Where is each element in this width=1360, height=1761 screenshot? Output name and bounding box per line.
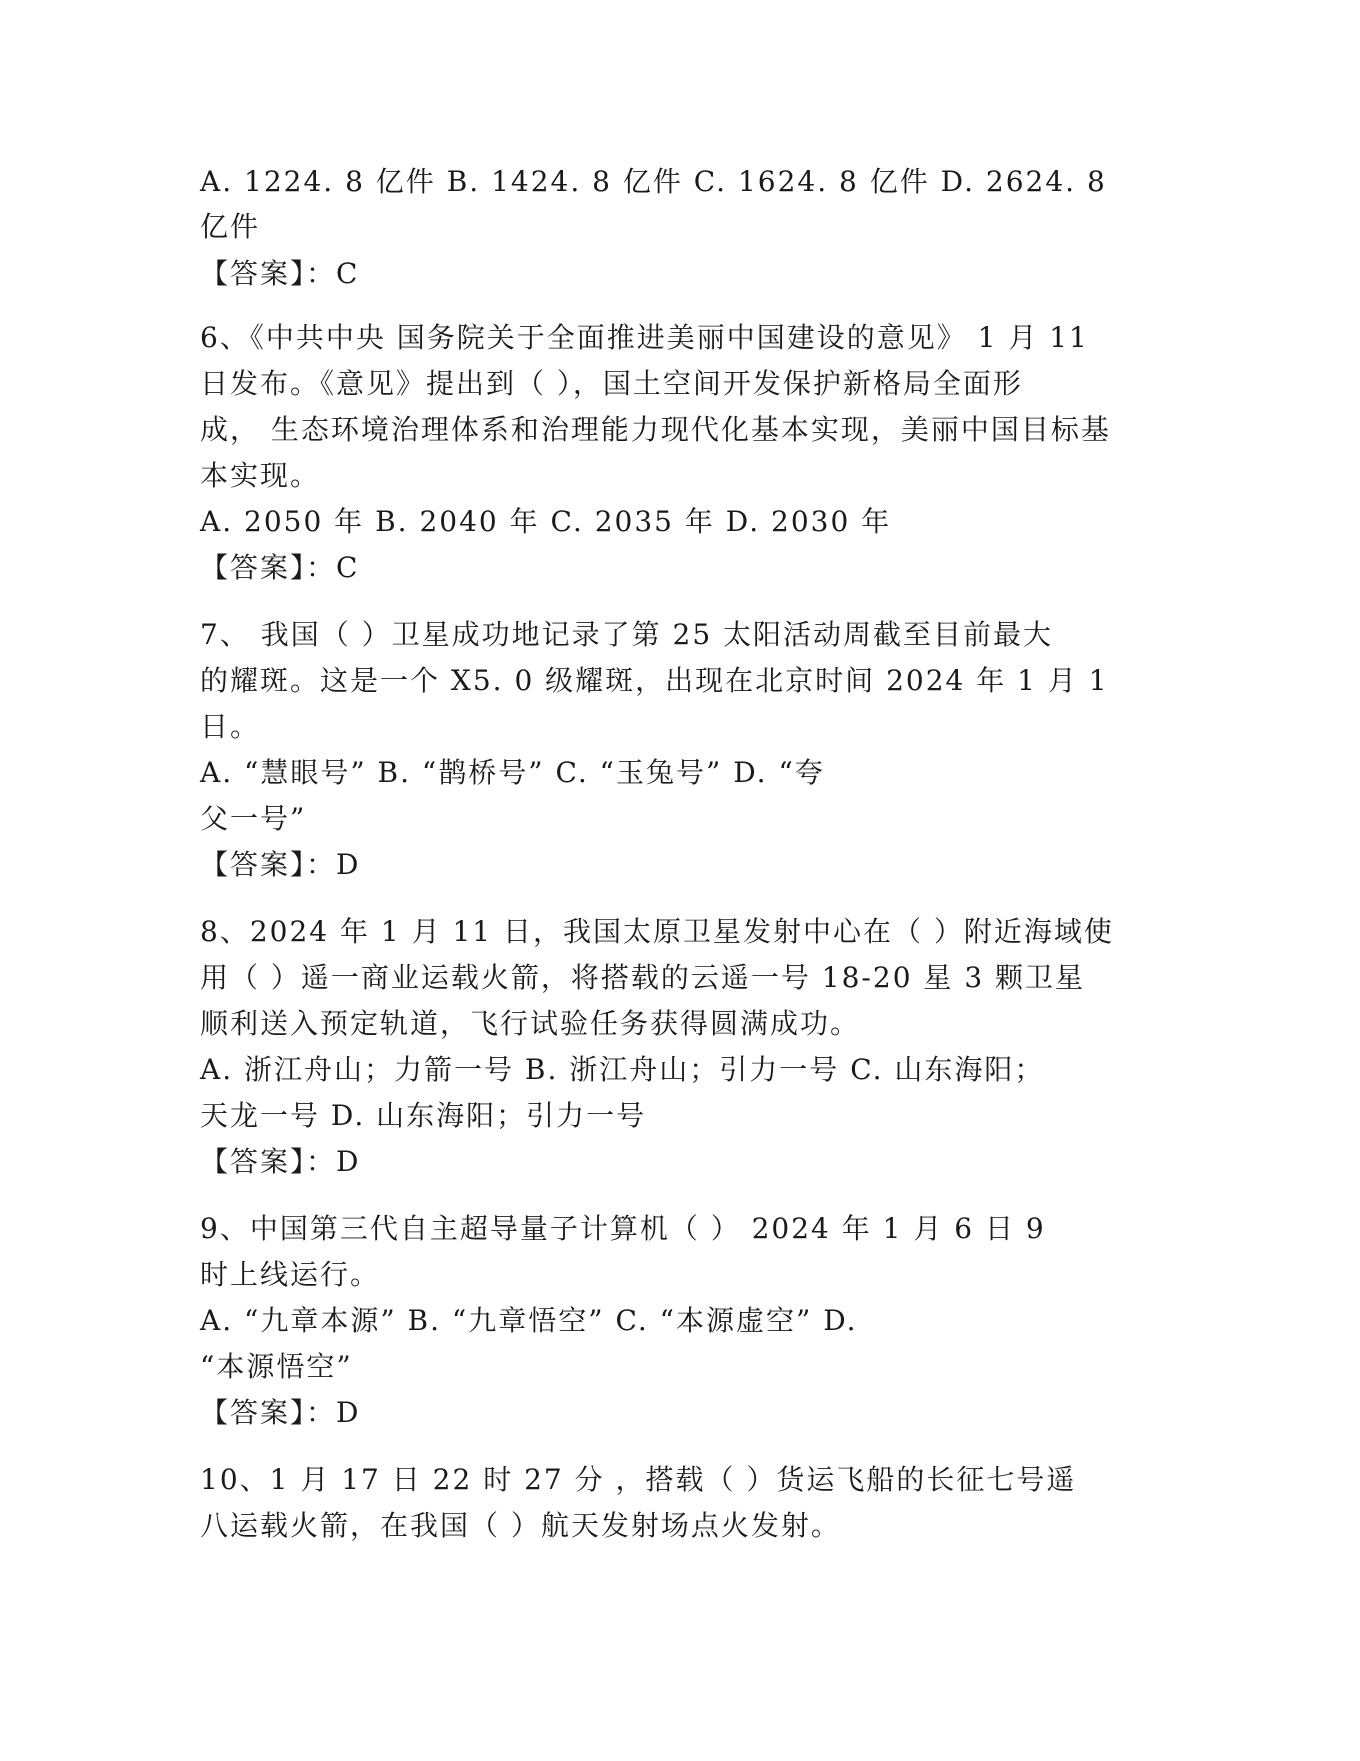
q10-text-line2: 八运载火箭，在我国（ ）航天发射场点火发射。	[200, 1509, 841, 1542]
q7-options-line1: A. “慧眼号” B. “鹊桥号” C. “玉兔号” D. “夸	[200, 756, 825, 789]
q7-answer: 【答案】：D	[200, 848, 361, 881]
q6-text-line1: 6、《中共中央 国务院关于全面推进美丽中国建设的意见》 1 月 11	[200, 321, 1089, 354]
q5-answer: 【答案】：C	[200, 257, 360, 290]
q8-text-line3: 顺利送入预定轨道，飞行试验任务获得圆满成功。	[200, 1007, 861, 1040]
q9-options-line2: “本源悟空”	[200, 1350, 353, 1383]
q10-text-line1: 10、1 月 17 日 22 时 27 分 ，搭载（ ）货运飞船的长征七号遥	[200, 1463, 1077, 1496]
q9-options-line1: A. “九章本源” B. “九章悟空” C. “本源虚空” D.	[200, 1304, 858, 1337]
q9-text-line1: 9、中国第三代自主超导量子计算机（ ） 2024 年 1 月 6 日 9	[200, 1212, 1046, 1245]
q7-text-line1: 7、 我国（ ）卫星成功地记录了第 25 太阳活动周截至目前最大	[200, 618, 1054, 651]
q6-text-line4: 本实现。	[200, 459, 321, 492]
q6-text-line2: 日发布。《意见》提出到（ ），国土空间开发保护新格局全面形	[200, 367, 1023, 400]
q7-options-line2: 父一号”	[200, 802, 307, 835]
q8-answer: 【答案】：D	[200, 1145, 361, 1178]
q9-text-line2: 时上线运行。	[200, 1258, 381, 1291]
q8-text-line1: 8、2024 年 1 月 11 日，我国太原卫星发射中心在（ ）附近海域使	[200, 915, 1114, 948]
q7-text-line3: 日。	[200, 710, 261, 743]
q8-text-line2: 用（ ）遥一商业运载火箭，将搭载的云遥一号 18-20 星 3 颗卫星	[200, 961, 1086, 994]
q5-options-line2: 亿件	[200, 210, 261, 243]
q7-text-line2: 的耀斑。这是一个 X5. 0 级耀斑，出现在北京时间 2024 年 1 月 1	[200, 664, 1109, 697]
q6-text-line3: 成， 生态环境治理体系和治理能力现代化基本实现，美丽中国目标基	[200, 413, 1111, 446]
q9-answer: 【答案】：D	[200, 1396, 361, 1429]
q8-options-line1: A. 浙江舟山；力箭一号 B. 浙江舟山；引力一号 C. 山东海阳；	[200, 1053, 1045, 1086]
q6-options: A. 2050 年 B. 2040 年 C. 2035 年 D. 2030 年	[200, 505, 892, 538]
q5-options-line1: A. 1224. 8 亿件 B. 1424. 8 亿件 C. 1624. 8 亿件 D. 2624. 8	[200, 165, 1107, 198]
q6-answer: 【答案】：C	[200, 551, 360, 584]
q8-options-line2: 天龙一号 D. 山东海阳；引力一号	[200, 1099, 647, 1132]
